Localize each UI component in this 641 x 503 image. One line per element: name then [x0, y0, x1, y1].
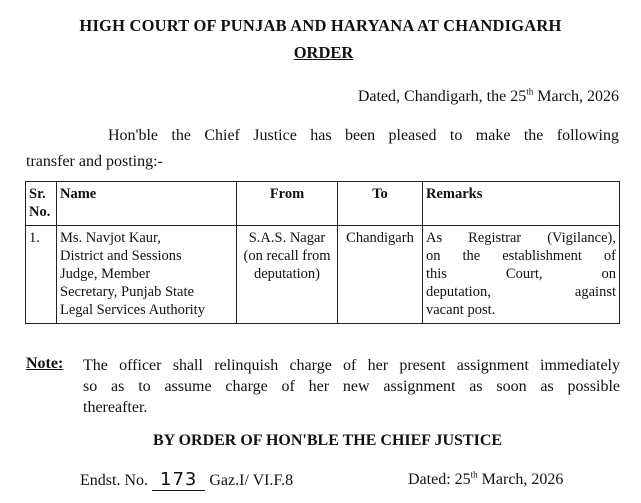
note-line: so as to assume charge of her new assignment as soon as possible — [83, 378, 620, 395]
name-line: Judge, Member — [60, 266, 151, 282]
cell-from — [237, 226, 338, 324]
order-date — [358, 88, 619, 106]
order-date-rest: March, 2026 — [533, 88, 619, 105]
remarks-line: on the establishment of — [426, 248, 616, 264]
order-date-prefix: Dated, Chandigarh, the 25 — [357, 88, 527, 105]
remarks-line: vacant post. — [426, 302, 496, 318]
endorsement-suffix: Gaz.I/ VI.F.8 — [209, 472, 294, 489]
intro-line-1: Hon'ble the Chief Justice has been pleased to make the following — [108, 127, 619, 144]
name-line: Ms. Navjot Kaur, — [60, 230, 161, 246]
endorsement-date-prefix: Dated: 25 — [408, 471, 471, 488]
remarks-line: deputation, against — [426, 284, 616, 300]
remarks-line: As Registrar (Vigilance), — [426, 230, 616, 246]
endorsement-date-suffix: th — [470, 469, 478, 480]
header-sr-line2: No. — [29, 204, 51, 220]
header-name: Name — [57, 182, 237, 226]
header-remarks: Remarks — [423, 182, 620, 226]
note-text — [83, 355, 620, 418]
name-line: Legal Services Authority — [60, 302, 205, 318]
cell-sr: 1. — [26, 226, 57, 324]
signature-line: BY ORDER OF HON'BLE THE CHIEF JUSTICE — [152, 432, 503, 449]
from-line: deputation) — [253, 266, 321, 282]
note-label: Note: — [26, 355, 64, 372]
header-from: From — [237, 182, 338, 226]
endorsement — [80, 471, 293, 491]
table-row — [26, 226, 620, 324]
header-sr-no — [26, 182, 57, 226]
name-line: Secretary, Punjab State — [60, 284, 194, 300]
header-sr-line1: Sr. — [29, 186, 46, 202]
cell-name — [57, 226, 237, 324]
endorsement-date — [408, 471, 563, 489]
from-line: (on recall from — [243, 248, 331, 264]
note-line: thereafter. — [83, 399, 148, 416]
header-to: To — [338, 182, 423, 226]
court-title: HIGH COURT OF PUNJAB AND HARYANA AT CHANDIGARH — [79, 16, 562, 35]
remarks-line: this Court, on — [426, 266, 616, 282]
endorsement-date-rest: March, 2026 — [477, 471, 564, 488]
table-header-row — [26, 182, 620, 226]
order-date-suffix: th — [526, 86, 534, 97]
cell-remarks — [423, 226, 620, 324]
endorsement-number: 173 — [160, 469, 198, 490]
transfer-table — [25, 181, 620, 324]
endorsement-number-field — [152, 471, 205, 491]
from-line: S.A.S. Nagar — [248, 230, 326, 246]
order-heading: ORDER — [293, 43, 354, 62]
cell-to: Chandigarh — [338, 226, 423, 324]
intro-line-2: transfer and posting:- — [26, 153, 163, 170]
note-line: The officer shall relinquish charge of her present assignment immediately — [83, 357, 620, 374]
endorsement-prefix: Endst. No. — [80, 472, 148, 489]
name-line: District and Sessions — [60, 248, 182, 264]
